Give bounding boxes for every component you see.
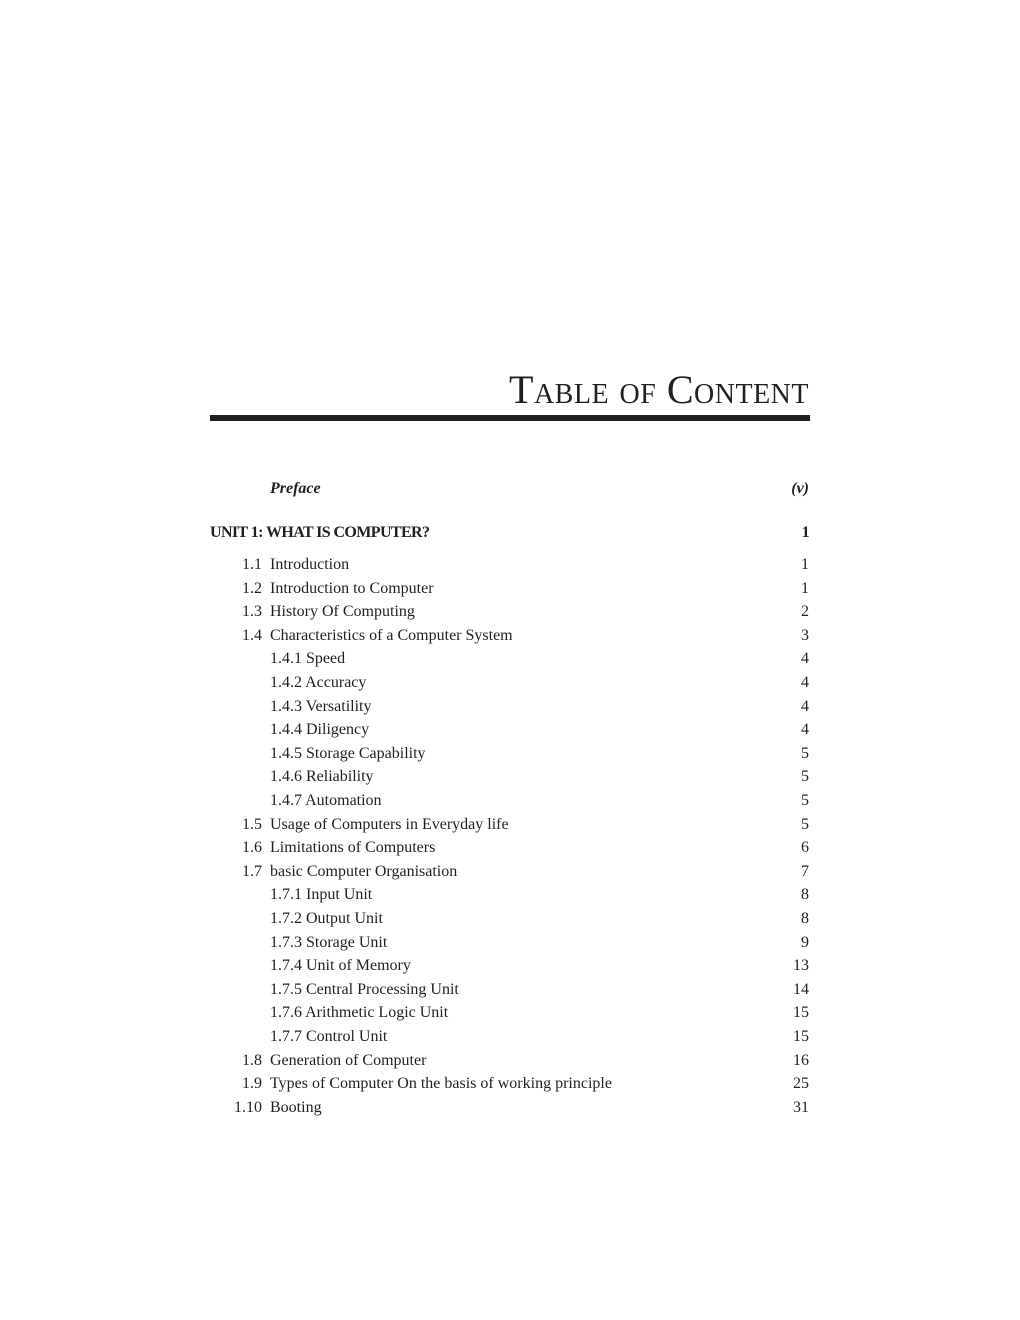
toc-entry[interactable] [210, 837, 810, 859]
toc-entry[interactable] [210, 766, 810, 788]
toc-number: 1.2 [242, 579, 262, 597]
toc-entry[interactable] [210, 601, 810, 623]
toc-page: 1 [801, 556, 809, 573]
toc-label: 1.7.7 Control Unit [270, 1028, 388, 1045]
toc-page: 15 [793, 1028, 809, 1045]
toc-number: 1.4 [242, 626, 262, 644]
toc-number: 1.1 [242, 556, 262, 573]
toc-number: 1.5 [242, 815, 262, 833]
toc-label: 1.7.2 Output Unit [270, 910, 383, 927]
toc-page: 5 [801, 815, 809, 833]
toc-label: UNIT 1: WHAT IS COMPUTER? [210, 524, 430, 541]
toc-page: 25 [793, 1075, 809, 1093]
toc-entry[interactable] [210, 814, 810, 836]
toc-label: Generation of Computer [270, 1051, 427, 1069]
toc-page: 5 [801, 792, 809, 809]
toc-page: 1 [801, 579, 809, 597]
toc-page: 1 [801, 524, 809, 541]
toc-number: 1.8 [242, 1051, 262, 1069]
toc-entry[interactable] [210, 578, 810, 600]
toc-label: 1.4.3 Versatility [270, 697, 372, 715]
toc-entry[interactable] [210, 1002, 810, 1024]
toc-entry[interactable] [210, 1026, 810, 1048]
toc-entry[interactable] [210, 743, 810, 765]
toc-label: 1.7.4 Unit of Memory [270, 957, 411, 975]
toc-page: 4 [801, 674, 809, 691]
toc-page: 14 [793, 980, 809, 998]
toc-number: 1.3 [242, 603, 262, 621]
toc-entry[interactable] [210, 955, 810, 977]
toc-page: 16 [793, 1051, 809, 1069]
toc-number: 1.6 [242, 839, 262, 857]
toc-page: 8 [801, 886, 809, 904]
toc-page: 6 [801, 839, 809, 857]
toc-entry[interactable] [210, 696, 810, 718]
toc-label: 1.7.6 Arithmetic Logic Unit [270, 1004, 449, 1022]
toc-entry[interactable] [210, 884, 810, 906]
page-title: Table of Content [509, 367, 809, 412]
toc-label: 1.7.5 Central Processing Unit [270, 980, 459, 998]
toc-page: 5 [801, 744, 809, 762]
toc-page: 8 [801, 910, 809, 927]
toc-label: basic Computer Organisation [270, 862, 458, 880]
toc-label: Characteristics of a Computer System [270, 626, 513, 644]
toc-entry[interactable] [210, 1073, 810, 1095]
toc-label: 1.4.1 Speed [270, 650, 346, 668]
toc-page: 15 [793, 1004, 809, 1022]
toc-page: 2 [801, 603, 809, 621]
toc-entry[interactable] [210, 908, 810, 930]
toc-entry[interactable] [210, 719, 810, 741]
toc-label: 1.4.7 Automation [270, 792, 382, 809]
toc-entry[interactable] [210, 672, 810, 694]
toc-entry[interactable] [210, 932, 810, 954]
toc-label: 1.4.5 Storage Capability [270, 744, 426, 762]
toc-label: Usage of Computers in Everyday life [270, 815, 509, 833]
toc-page: (v) [791, 480, 809, 497]
toc-entry[interactable] [210, 790, 810, 812]
toc-entry[interactable] [210, 1050, 810, 1072]
toc-page: 13 [793, 957, 809, 975]
toc-page: 3 [801, 626, 809, 644]
toc-label: Preface [270, 480, 321, 497]
toc-entry[interactable] [210, 648, 810, 670]
toc-page: 7 [801, 862, 809, 880]
toc-entry[interactable] [210, 861, 810, 883]
toc-label: Limitations of Computers [270, 839, 436, 857]
toc-label: History Of Computing [270, 603, 415, 621]
toc-page: 5 [801, 768, 809, 786]
toc-page: 4 [801, 650, 809, 668]
toc-entry[interactable] [210, 554, 810, 576]
toc-preface[interactable] [210, 478, 810, 500]
title-rule [210, 415, 810, 421]
toc-entry[interactable] [210, 625, 810, 647]
toc-label: Types of Computer On the basis of working principle [270, 1075, 612, 1093]
toc-label: Introduction to Computer [270, 579, 434, 597]
toc-label: Booting [270, 1098, 322, 1116]
toc-number: 1.7 [242, 862, 262, 880]
toc-label: 1.7.3 Storage Unit [270, 933, 388, 951]
toc-page: 4 [801, 721, 809, 739]
toc-page: 31 [793, 1098, 809, 1116]
toc-page: 9 [801, 933, 809, 951]
toc-number: 1.9 [242, 1075, 262, 1093]
toc-entry[interactable] [210, 1097, 810, 1119]
toc-entry[interactable] [210, 979, 810, 1001]
toc-label: 1.4.6 Reliability [270, 768, 374, 786]
toc-label: 1.7.1 Input Unit [270, 886, 373, 904]
toc-unit-heading[interactable] [210, 522, 810, 544]
toc-label: Introduction [270, 556, 350, 573]
toc-page: 4 [801, 697, 809, 715]
toc-label: 1.4.4 Diligency [270, 721, 370, 739]
toc-number: 1.10 [234, 1098, 262, 1116]
toc-label: 1.4.2 Accuracy [270, 674, 367, 691]
